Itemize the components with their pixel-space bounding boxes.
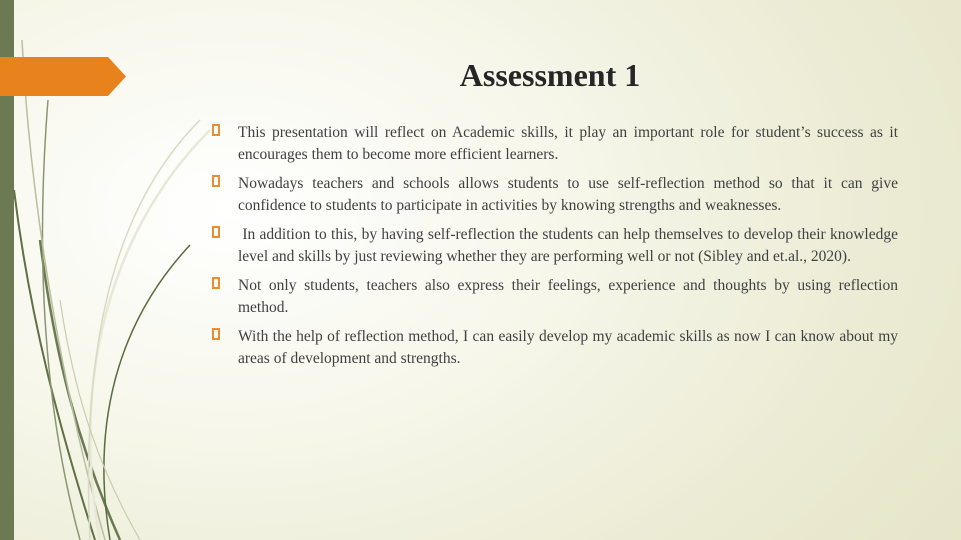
list-item: [210, 173, 898, 217]
list-item: [210, 224, 902, 268]
list-item: [210, 122, 898, 166]
arrow-bullet-icon: [210, 225, 222, 243]
bullet-text: With the help of reflection method, I can easily develop my academic skills as now I can know about my areas of development and strengths.: [238, 328, 898, 367]
list-item: [210, 326, 898, 370]
bullet-text: In addition to this, by having self-reflection the students can help themselves to develop their knowledge level and skills by just reviewing whether they are performing well or not (Sibley and et.al., 2020).: [238, 226, 902, 265]
orange-arrow-tab: [0, 57, 126, 96]
bullet-text: Not only students, teachers also express their feelings, experience and thoughts by using reflection method.: [238, 277, 898, 316]
bullet-text: This presentation will reflect on Academic skills, it play an important role for student’s success as it encourages them to become more efficient learners.: [238, 124, 898, 163]
list-item: [210, 275, 898, 319]
arrow-bullet-icon: [210, 123, 222, 141]
slide-title: Assessment 1: [459, 57, 641, 93]
bullet-text: Nowadays teachers and schools allows students to use self-reflection method so that it can give confidence to students to participate in activities by knowing strengths and weaknesses.: [238, 175, 898, 214]
arrow-bullet-icon: [210, 327, 222, 345]
bullet-list: [210, 122, 902, 377]
arrow-bullet-icon: [210, 276, 222, 294]
arrow-bullet-icon: [210, 174, 222, 192]
